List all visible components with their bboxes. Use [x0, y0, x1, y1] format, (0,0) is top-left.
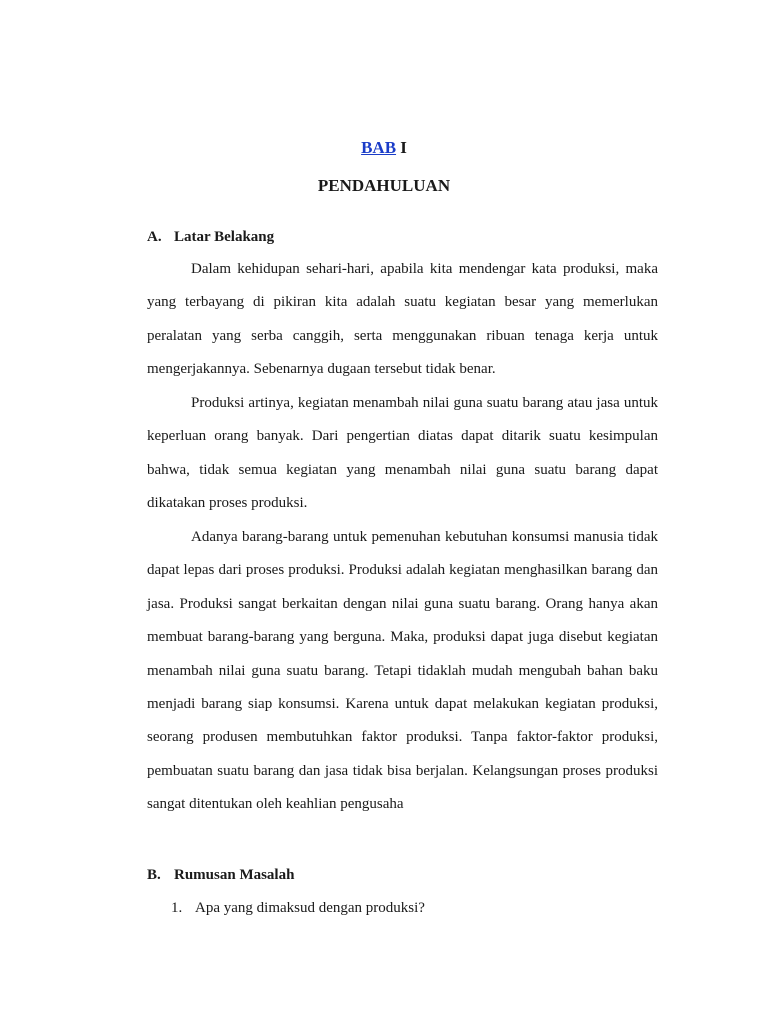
- list-item: [171, 896, 651, 920]
- section-letter: B.: [147, 867, 161, 883]
- chapter-title: [0, 136, 768, 160]
- chapter-subtitle: PENDAHULUAN: [317, 176, 451, 195]
- list-item-number: 1.: [171, 900, 183, 916]
- problem-list: [171, 896, 651, 920]
- section-heading-rumusan-masalah: [147, 865, 294, 885]
- section-title: Latar Belakang: [174, 229, 275, 245]
- paragraph-2: Produksi artinya, kegiatan menambah nilai guna suatu barang atau jasa untuk keperluan orang banyak. Dari pengertian diatas dapat ditarik suatu kesimpulan bahwa, tidak semua kegiatan yang menambah nilai guna suatu barang dapat dikatakan proses produksi.: [147, 395, 658, 512]
- section-heading-latar-belakang: [147, 227, 274, 247]
- chapter-link[interactable]: BAB: [361, 138, 397, 157]
- list-item-text: Apa yang dimaksud dengan produksi?: [195, 900, 425, 916]
- section-letter: A.: [147, 229, 162, 245]
- chapter-numeral: I: [396, 138, 407, 157]
- paragraph-1: Dalam kehidupan sehari-hari, apabila kita mendengar kata produksi, maka yang terbayang di pikiran kita adalah suatu kegiatan besar yang memerlukan peralatan yang serba canggih, serta menggunakan ribuan tenaga kerja untuk mengerjakannya. Sebenarnya dugaan tersebut tidak benar.: [147, 261, 658, 378]
- section-title: Rumusan Masalah: [174, 867, 295, 883]
- paragraph-3: Adanya barang-barang untuk pemenuhan kebutuhan konsumsi manusia tidak dapat lepas dari proses produksi. Produksi adalah kegiatan menghasilkan barang dan jasa. Produksi sangat berkaitan dengan nilai guna suatu barang. Orang hanya akan membuat barang-barang yang berguna. Maka, produksi dapat juga disebut kegiatan menambah nilai guna suatu barang. Tetapi tidaklah mudah mengubah bahan baku menjadi barang siap konsumsi. Karena untuk dapat melakukan kegiatan produksi, seorang produsen membutuhkan faktor produksi. Tanpa faktor-faktor produksi, pembuatan suatu barang dan jasa tidak bisa berjalan. Kelangsungan proses produksi sangat ditentukan oleh keahlian pengusaha: [147, 529, 658, 813]
